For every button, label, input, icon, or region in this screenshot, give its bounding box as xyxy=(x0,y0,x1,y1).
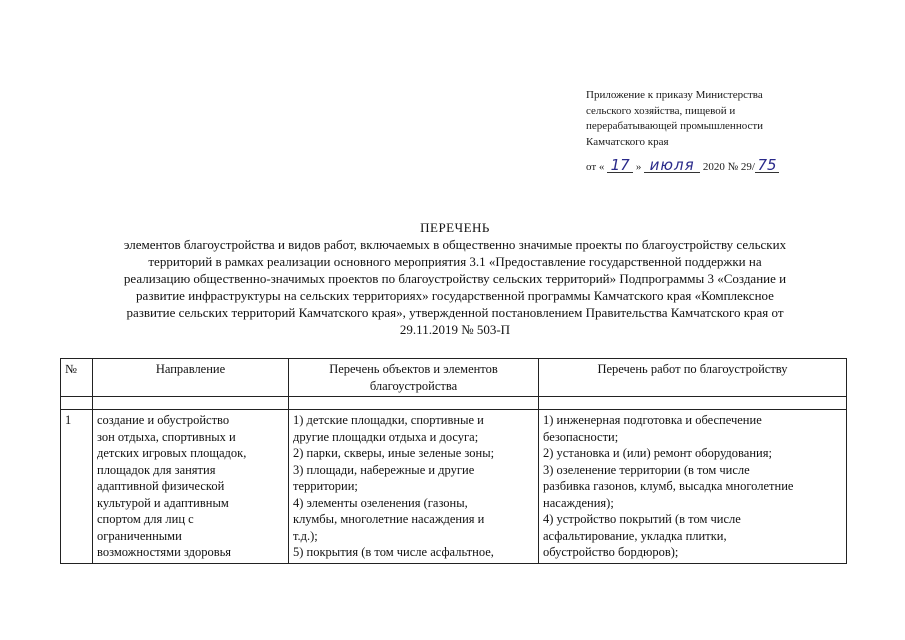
appendix-line-3: перерабатывающей промышленности xyxy=(586,120,764,132)
appendix-line-2: сельского хозяйства, пищевой и xyxy=(586,104,736,117)
date-mid: » xyxy=(635,161,642,173)
works-line: насаждения); xyxy=(543,495,614,510)
works-line: 3) озеленение территории (в том числе xyxy=(543,462,750,477)
direction-line: культурой и адаптивным xyxy=(97,495,229,510)
table-header-row xyxy=(61,359,847,397)
appendix-note xyxy=(586,88,886,150)
appendix-line-4: Камчатского края xyxy=(586,135,669,148)
row-objects xyxy=(289,410,539,564)
works-line: разбивка газонов, клумб, высадка многолетние xyxy=(543,479,794,493)
objects-line: т.д.); xyxy=(293,528,318,543)
direction-line: создание и обустройство xyxy=(97,413,230,427)
appendix-line-1: Приложение к приказу Министерства xyxy=(586,89,763,101)
objects-line: другие площадки отдыха и досуга; xyxy=(293,429,479,444)
direction-line: зон отдыха, спортивных и xyxy=(97,429,236,444)
handwritten-month: июля xyxy=(644,158,700,173)
direction-line: возможностями здоровья xyxy=(97,545,232,559)
table-spacer-row xyxy=(61,397,847,410)
spacer-cell xyxy=(289,397,539,410)
works-line: безопасности; xyxy=(543,429,619,444)
header-direction: Направление xyxy=(93,359,289,397)
works-line: обустройство бордюров); xyxy=(543,545,679,559)
row-num: 1 xyxy=(61,410,93,564)
direction-line: детских игровых площадок, xyxy=(97,446,247,460)
objects-line: клумбы, многолетние насаждения и xyxy=(293,512,485,526)
heading-title: ПЕРЕЧЕНЬ xyxy=(420,220,490,235)
objects-line: 1) детские площадки, спортивные и xyxy=(293,413,484,427)
direction-line: площадок для занятия xyxy=(97,462,216,477)
row-works xyxy=(539,410,847,564)
objects-line: 3) площади, набережные и другие xyxy=(293,462,475,477)
spacer-cell xyxy=(539,397,847,410)
works-line: 2) установка и (или) ремонт оборудования; xyxy=(543,446,772,460)
header-objects: Перечень объектов и элементов благоустройства xyxy=(289,359,539,397)
handwritten-order-number: 75 xyxy=(755,158,779,173)
heading-line-4: развитие инфраструктуры на сельских территориях» государственной программы Камчатского края «Комплексное xyxy=(136,288,774,303)
works-line: асфальтирование, укладка плитки, xyxy=(543,528,727,543)
header-works: Перечень работ по благоустройству xyxy=(539,359,847,397)
heading-line-2: территорий в рамках реализации основного мероприятия 3.1 «Предоставление государственной поддержки на xyxy=(148,254,762,269)
works-table xyxy=(60,358,847,564)
objects-line: 2) парки, скверы, иные зеленые зоны; xyxy=(293,446,495,460)
works-line: 4) устройство покрытий (в том числе xyxy=(543,512,741,526)
works-line: 1) инженерная подготовка и обеспечение xyxy=(543,413,762,427)
spacer-cell xyxy=(93,397,289,410)
objects-line: 5) покрытия (в том числе асфальтное, xyxy=(293,545,494,559)
objects-line: территории; xyxy=(293,479,358,493)
heading-line-1: элементов благоустройства и видов работ, включаемых в общественно значимые проекты по благоустройству сельских xyxy=(123,237,787,252)
direction-line: адаптивной физической xyxy=(97,479,225,493)
date-prefix: от « xyxy=(586,161,605,173)
date-year: 2020 № 29/ xyxy=(702,161,755,173)
table-row xyxy=(61,410,847,564)
spacer-cell xyxy=(61,397,93,410)
heading-line-3: реализацию общественно-значимых проектов по благоустройству сельских территорий» Подпрограммы 3 «Создание и xyxy=(123,271,787,286)
header-num: № xyxy=(61,359,93,397)
row-direction xyxy=(93,410,289,564)
objects-line: 4) элементы озеленения (газоны, xyxy=(293,495,468,510)
direction-line: ограниченными xyxy=(97,528,182,543)
handwritten-day: 17 xyxy=(607,158,633,173)
direction-line: спортом для лиц с xyxy=(97,512,194,526)
document-heading xyxy=(60,219,850,338)
order-date-line xyxy=(586,158,886,173)
heading-line-5: развитие сельских территорий Камчатского края», утвержденной постановлением Правительства Камчатского края от xyxy=(126,305,784,320)
heading-line-6: 29.11.2019 № 503-П xyxy=(399,322,511,337)
